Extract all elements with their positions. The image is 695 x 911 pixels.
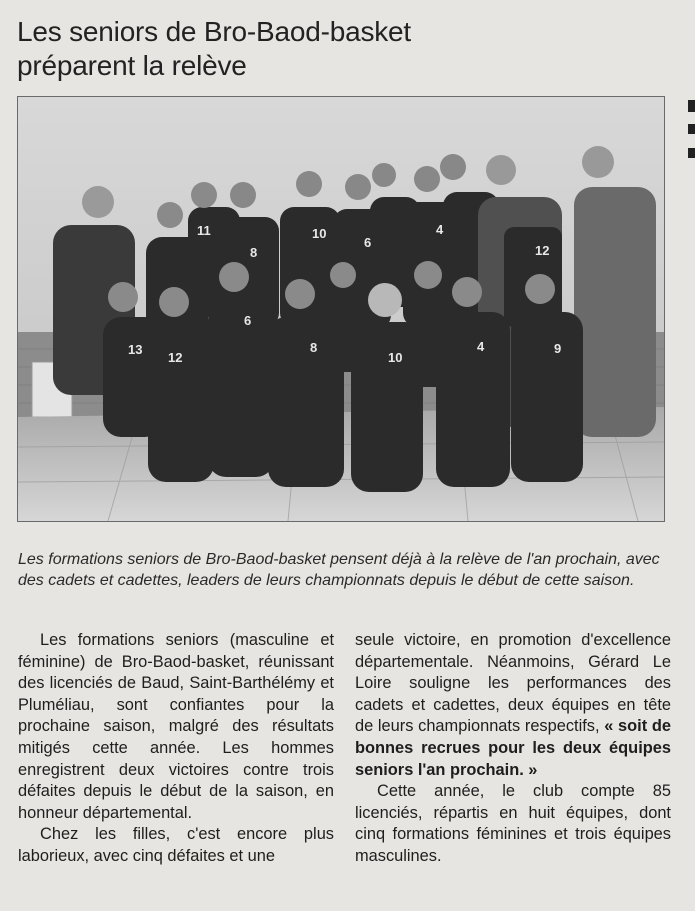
svg-text:12: 12 [168, 350, 183, 365]
svg-text:8: 8 [250, 245, 258, 260]
photo-caption: Les formations seniors de Bro-Baod-basket pensent déjà à la relève de l'an prochain, avec des cadets et cadettes, leaders de leurs championnats depuis le début de cette saison. [18, 551, 660, 589]
column-2-text: seule victoire, en promotion d'excellence départementale. Néanmoins, Gérard Le Loire souligne les performances des cadets et cadettes, deux équipes en tête de leurs championnats respectifs, [355, 631, 671, 736]
headline-line-1: Les seniors de Bro-Baod-basket [17, 16, 411, 47]
edge-ink-mark [688, 100, 695, 112]
column-1-paragraph-1: Les formations seniors (masculine et féminine) de Bro-Baod-basket, réunissant des licenciés de Baud, Saint-Barthélémy et Pluméliau, sont confiantes pour la prochaine saison, malgré des résultats mitigés cette année. Les hommes enregistrent deux victoires contre trois défaites depuis le début de la saison, en honneur départemental. [18, 631, 334, 822]
column-2-paragraph-2: Cette année, le club compte 85 licenciés, répartis en huit équipes, dont cinq formations féminines et trois équipes masculines. [355, 782, 671, 865]
svg-text:10: 10 [388, 350, 403, 365]
svg-text:10: 10 [312, 226, 327, 241]
pull-quote: « soit de bonnes recrues pour les deux équipes seniors l'an prochain. » [355, 717, 672, 779]
headline-line-2: préparent la relève [17, 50, 247, 81]
svg-text:6: 6 [244, 313, 252, 328]
column-2-paragraph-1 [355, 630, 671, 781]
team-photo-image [18, 97, 664, 521]
column-1-paragraph-2: Chez les filles, c'est encore plus laborieux, avec cinq défaites et une [18, 825, 334, 865]
article-column-2 [355, 630, 671, 868]
svg-text:4: 4 [436, 222, 444, 237]
svg-text:6: 6 [364, 235, 372, 250]
edge-ink-mark [688, 148, 695, 158]
edge-ink-mark [688, 124, 695, 134]
svg-text:13: 13 [128, 342, 143, 357]
svg-text:12: 12 [535, 243, 550, 258]
svg-text:8: 8 [310, 340, 318, 355]
article-headline [17, 15, 487, 83]
svg-text:11: 11 [197, 223, 211, 238]
svg-text:4: 4 [477, 339, 485, 354]
article-column-1 [18, 630, 334, 868]
svg-text:9: 9 [554, 341, 562, 356]
team-photo [17, 96, 665, 522]
